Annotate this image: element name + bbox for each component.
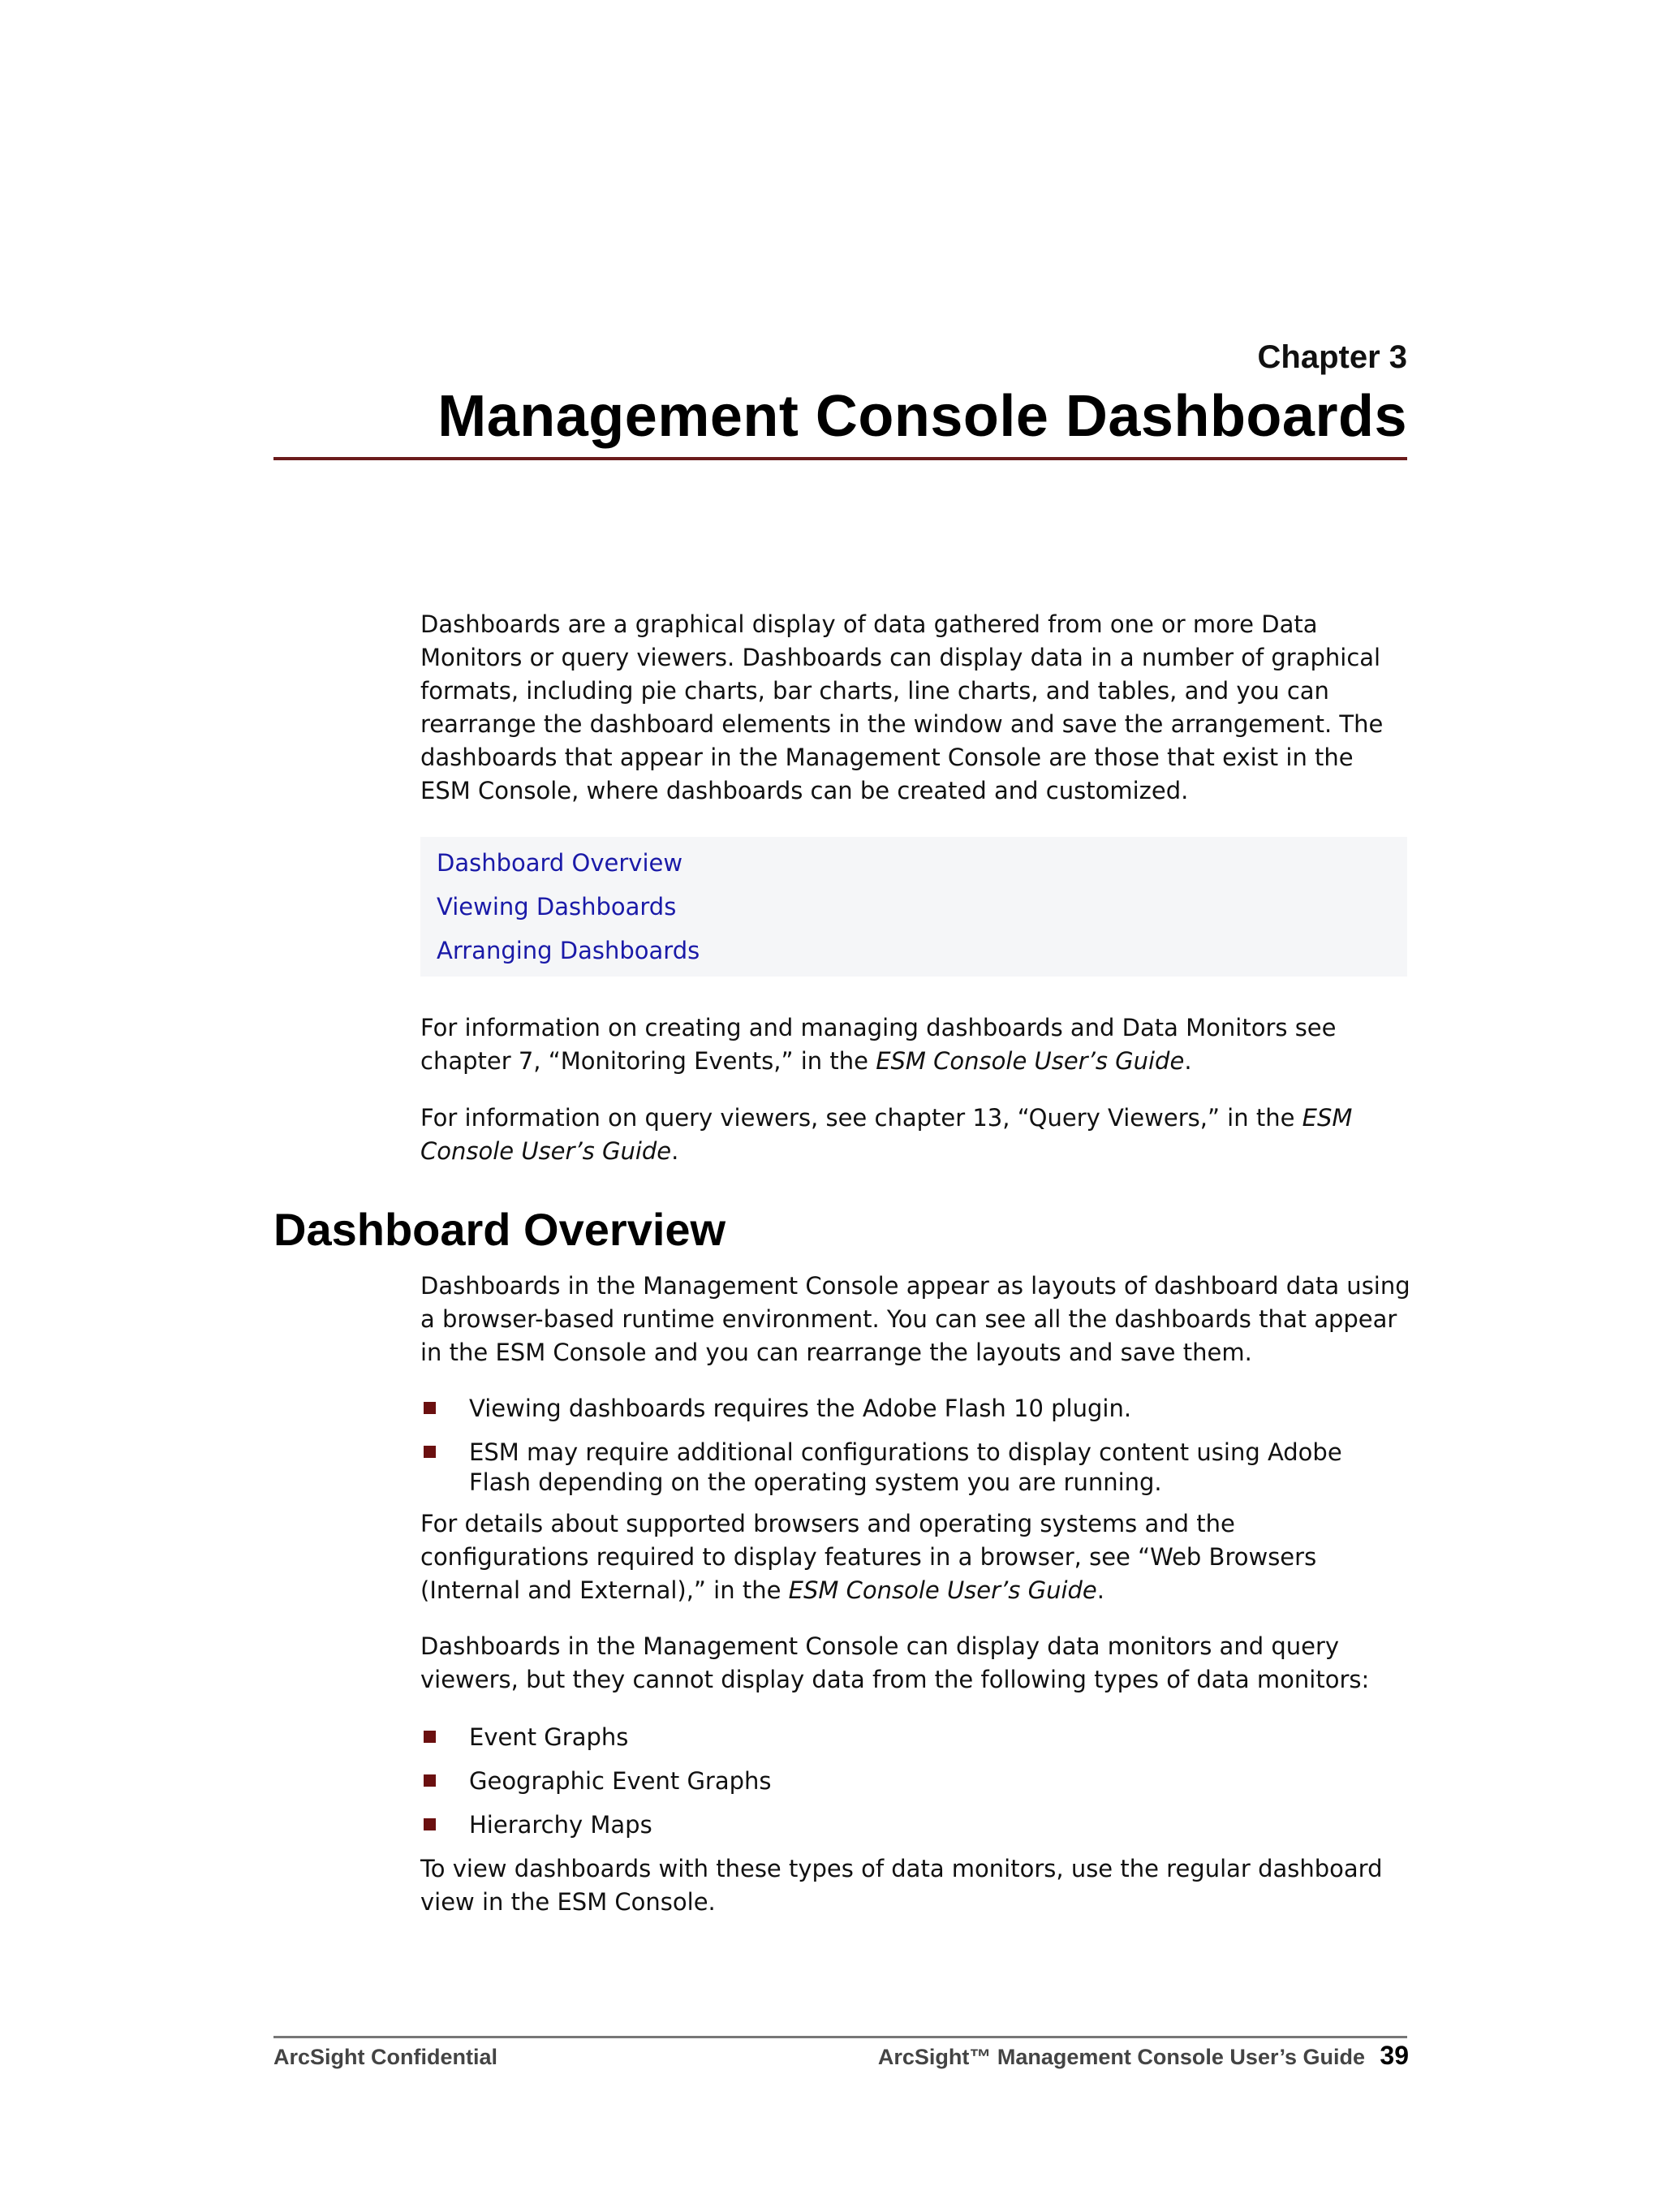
info-paragraph-1 (420, 1011, 1410, 1078)
toc-box (420, 837, 1407, 977)
info-p2-suffix: . (671, 1137, 679, 1165)
overview-p2-text: For details about supported browsers and operating systems and the configurations required to display features in a browser, see “Web Browsers (Internal and External),” in the (420, 1510, 1317, 1604)
page-number: 39 (1380, 2041, 1409, 2070)
info-p2-guide-title: ESM Console User’s Guide (420, 1104, 1353, 1165)
toc-link-arranging-dashboards[interactable]: Arranging Dashboards (437, 937, 700, 964)
intro-text: Dashboards are a graphical display of data gathered from one or more Data Monitors or query viewers. Dashboards can display data in a number of graphical formats, including pie charts, bar charts, line charts, and tables, and you can rearrange the dashboard elements in the window and save the arrangement. The dashboards that appear in the Management Console are those that exist in the ESM Console, where dashboards can be created and customized. (420, 610, 1384, 804)
overview-paragraph-4 (420, 1852, 1410, 1919)
chapter-label: Chapter 3 (1257, 339, 1407, 375)
bullet-marker (424, 1774, 436, 1787)
intro-paragraph (420, 608, 1410, 808)
title-rule (273, 457, 1407, 460)
bullet-marker (424, 1446, 436, 1458)
chapter-title: Management Console Dashboards (437, 384, 1407, 449)
footer-rule (273, 2036, 1407, 2038)
overview-p1-text: Dashboards in the Management Console appear as layouts of dashboard data using a browser-based runtime environment. You can see all the dashboards that appear in the ESM Console and you can rearrange the layouts and save them. (420, 1272, 1410, 1366)
overview-p3-text: Dashboards in the Management Console can display data monitors and query viewers, but they cannot display data from the following types of data monitors: (420, 1632, 1370, 1693)
bullet-marker (424, 1818, 436, 1830)
overview-p2-suffix: . (1096, 1576, 1104, 1604)
overview-p2-guide-title: ESM Console User’s Guide (788, 1576, 1097, 1604)
overview-p4-text: To view dashboards with these types of data monitors, use the regular dashboard view in the ESM Console. (420, 1855, 1383, 1916)
toc-link-dashboard-overview[interactable]: Dashboard Overview (437, 849, 683, 877)
overview-paragraph-1 (420, 1270, 1410, 1369)
bullet-text: Geographic Event Graphs (469, 1767, 772, 1795)
bullet-marker (424, 1402, 436, 1414)
info-p1-text: For information on creating and managing dashboards and Data Monitors see chapter 7, “Monitoring Events,” in the (420, 1014, 1337, 1075)
info-p2-text: For information on query viewers, see chapter 13, “Query Viewers,” in the (420, 1104, 1302, 1132)
overview-paragraph-2 (420, 1507, 1410, 1607)
footer-confidential: ArcSight Confidential (273, 2045, 497, 2069)
toc-link-viewing-dashboards[interactable]: Viewing Dashboards (437, 893, 677, 921)
bullet-text: Event Graphs (469, 1723, 629, 1751)
section-heading-dashboard-overview: Dashboard Overview (273, 1204, 726, 1255)
info-paragraph-2 (420, 1102, 1410, 1168)
bullet-text: Hierarchy Maps (469, 1811, 652, 1839)
info-p1-suffix: . (1184, 1047, 1192, 1075)
bullet-marker (424, 1731, 436, 1743)
info-p1-guide-title: ESM Console User’s Guide (876, 1047, 1185, 1075)
bullet-text: Viewing dashboards requires the Adobe Flash 10 plugin. (469, 1395, 1132, 1422)
footer-guide-title: ArcSight™ Management Console User’s Guide (877, 2045, 1365, 2069)
bullet-text: ESM may require additional configurations to display content using Adobe Flash depending on the operating system you are running. (469, 1438, 1342, 1496)
overview-paragraph-3 (420, 1630, 1410, 1697)
